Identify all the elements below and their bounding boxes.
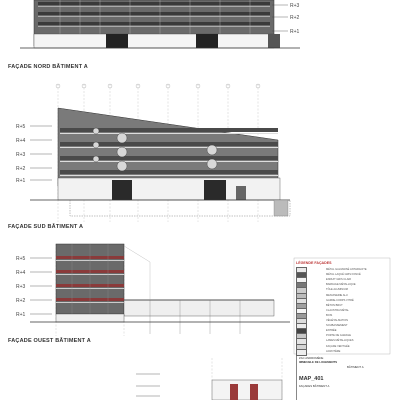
south-level-r2: R+2 [16,166,26,172]
west-level-r2: R+2 [16,298,26,304]
north-level-r2: R+2 [290,15,300,21]
legend-title: LÉGENDE FAÇADES [296,261,332,265]
legend-swatch [296,349,307,356]
legend-label: MÉTAL LAQUÉ GRIS FONCÉ [326,273,361,277]
legend-label: ACROTÈRE [326,349,341,353]
sheet-title: FAÇADES BÂTIMENT A [299,384,330,388]
west-level-r1: R+1 [16,312,26,318]
legend-label: ENDUIT GRIS CLAIR [326,278,352,282]
legend-label: PORTE DE GARAGE [326,334,352,338]
west-facade-title: FAÇADE OUEST BÂTIMENT A [8,338,91,344]
title-block-client: ZAC ANDROMÈDE [299,356,324,360]
south-level-r4: R+4 [16,138,26,144]
south-level-r5: R+5 [16,124,26,130]
legend-label: ENTRÉE [326,329,337,333]
west-level-r5: R+5 [16,256,26,262]
legend-label: LAMES MÉTALLIQUES [326,339,354,343]
legend-label: CLAUSTRA MÉTAL [326,308,349,312]
legend-label: SOUBASSEMENT [326,324,348,328]
south-level-r3: R+3 [16,152,26,158]
legend-label: TÔLE ALUMINIUM [326,288,348,292]
north-facade-title: FAÇADE NORD BÂTIMENT A [8,64,88,70]
title-block-firm: BÂTIMENT A [347,365,364,369]
legend-label: VÉGÉTALISATION [326,319,348,322]
south-level-r1: R+1 [16,178,26,184]
legend-label: MÉTAL GALVANISÉ ANTHRACITE [326,268,367,271]
legend-item [296,349,388,355]
sheet-code: MAP_401 [299,376,324,382]
legend-label: FAÇADE VENTILÉE [326,344,350,348]
title-block-project: IMMEUBLE DE LOGEMENTS [299,360,338,364]
legend-label: BOIS [326,313,333,317]
title-block [296,356,389,400]
south-facade-title: FAÇADE SUD BÂTIMENT A [8,224,84,230]
west-level-r3: R+3 [16,284,26,290]
north-level-r1: R+1 [290,29,300,35]
legend-label: GARDE-CORPS VITRÉ [326,298,354,302]
legend-label: BÉTON BRUT [326,303,343,307]
legend-label: MENUISERIE ALU [326,293,348,297]
legend-label: BARDAGE MÉTALLIQUE [326,283,356,287]
north-level-r3: R+3 [290,3,300,9]
west-level-r4: R+4 [16,270,26,276]
